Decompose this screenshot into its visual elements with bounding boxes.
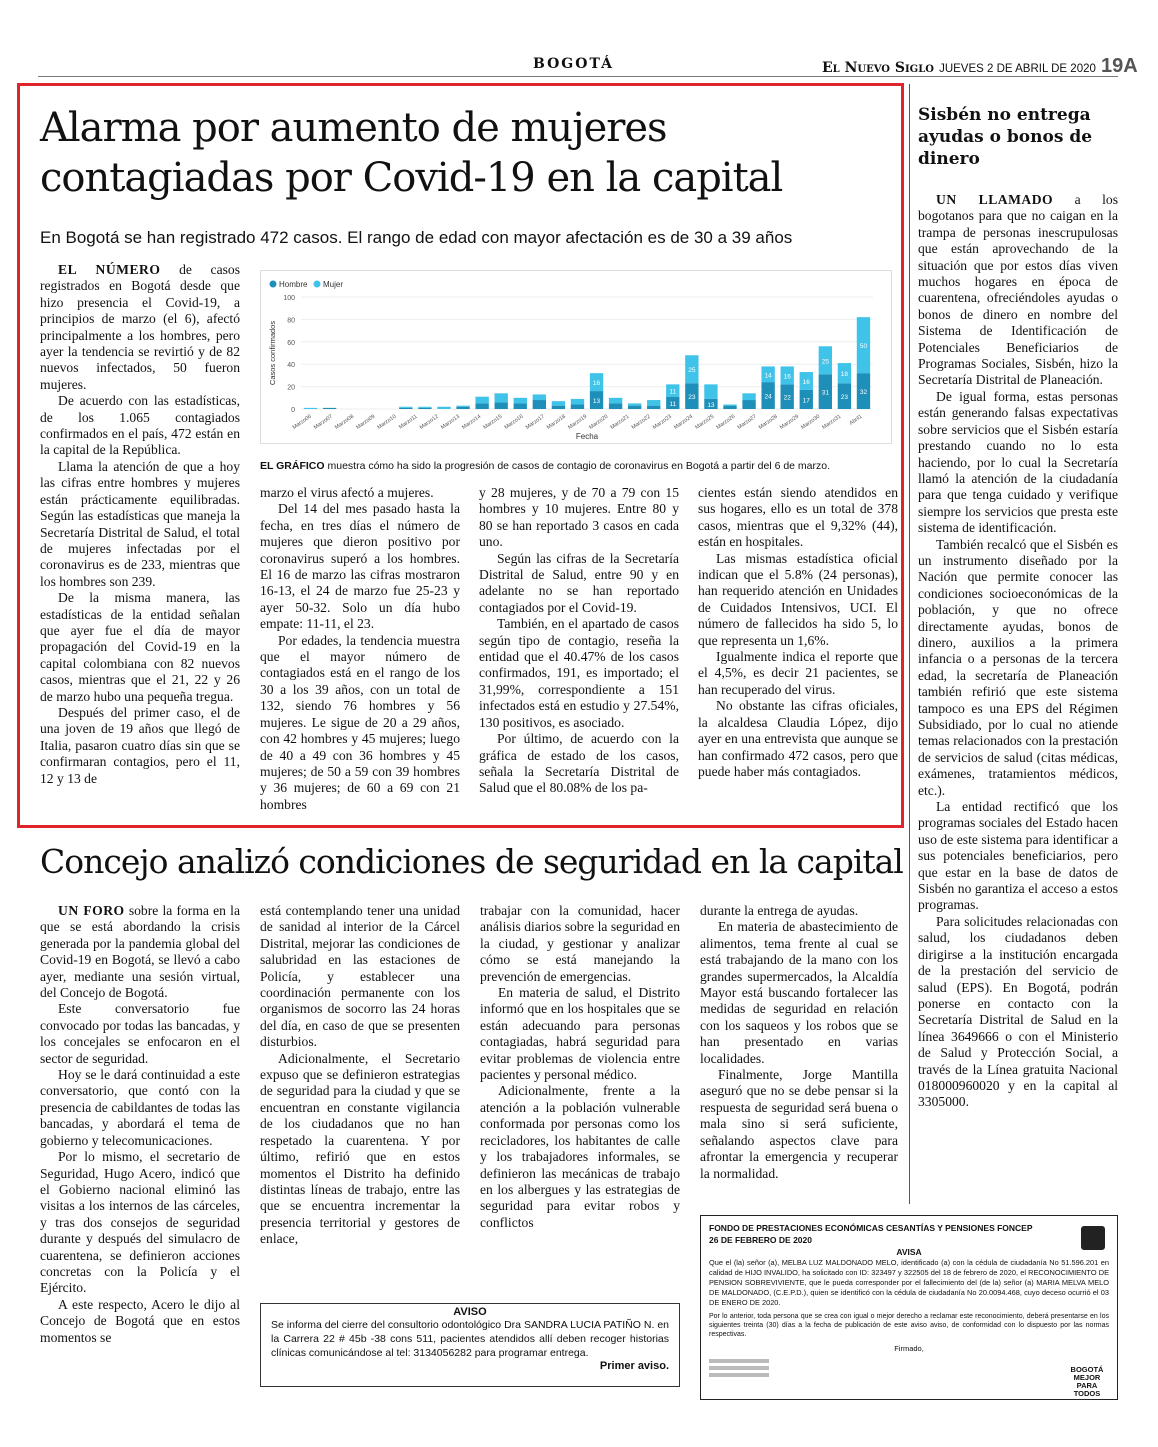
paragraph: marzo el virus afectó a mujeres. [260,485,434,500]
legend-label: Hombre [279,280,308,289]
second-col-1 [40,903,240,1346]
paragraph: Para solicitudes relacionadas con salud, los ciudadanos deben dirigirse a la institución encargada de la prestación del servicio de salud (EPS). En Bogotá, podrán ponerse en contacto con la Secretaría Distrital de Salud en la línea 3649666 o con el Ministerio de Salud y Protección Social, a través de la Línea gratuita Nacional 018000960020 y en la capital al 3305000. [918,913,1118,1110]
main-col-2 [260,485,460,813]
bar-hombre [571,405,584,409]
y-tick-label: 80 [287,317,295,325]
second-lead-word: UN FORO [58,903,125,918]
paragraph: Las mismas estadística oficial indican que el 5.8% (24 personas), han requerido atención en Unidades de Cuidados Intensivos, UCI. El número de fallecidos ha sido 5, lo que representa un 1,6%. [698,550,898,648]
caption-text: muestra cómo ha sido la progresión de casos de contagio de coronavirus en Bogotá a partir del 6 de marzo. [324,460,831,472]
bar-data-label: 25 [821,358,829,366]
bar-mujer [437,407,450,409]
masthead-block [822,55,1138,78]
chart-caption [260,460,900,472]
paragraph: cientes están siendo atendidos en sus hogares, ello es un total de 378 casos, mientras que el 9,32% (44), están en hospitales. [698,485,898,550]
paragraph: durante la entrega de ayudas. [700,903,859,918]
issue-date: JUEVES 2 DE ABRIL DE 2020 [939,63,1096,75]
second-col-3 [480,903,680,1231]
x-tick-label: Marzo06 [291,413,313,431]
bar-mujer [609,398,622,404]
sidebar-title: Sisbén no entrega ayudas o bonos de dinero [918,105,1093,169]
y-tick-label: 20 [287,384,295,392]
paragraph: sobre la forma en la que se está abordando la crisis generada por la pandemia global del Covid-19 en Bogotá, se llevó a cabo ayer, mediante una sesión virtual, del Concejo de Bogotá. [40,903,240,1001]
bar-mujer [456,406,469,407]
y-tick-label: 40 [287,362,295,370]
paragraph: a los bogotanos para que no caigan en la trampa de personas inescrupulosas que están aprovechando de la situación que por estos días viven muchos hogares en época de cuarentena, ofreciéndoles ayudas o bonos de dinero en nombre del Sistema de Identificación de Potenciales Beneficiarios de Programas Sociales, Sisbén, hizo la Secretaría Distrital de Planeación. [918,192,1118,388]
bar-data-label: 11 [669,400,677,408]
main-col-4 [698,485,898,780]
paragraph: De acuerdo con las estadísticas, de los 1.065 contagiados confirmados en el país, 472 están en la capital de la República. [40,393,240,458]
x-tick-label: Marzo08 [334,413,356,431]
bar-data-label: 50 [859,343,868,351]
cases-chart [260,270,892,444]
bar-mujer [514,398,527,404]
x-tick-label: Marzo12 [418,413,440,431]
cases-chart-svg [261,271,891,443]
bar-hombre [399,408,412,409]
bar-hombre [533,400,546,409]
masthead: El Nuevo Siglo [822,60,934,76]
main-subhead: En Bogotá se han registrado 472 casos. El rango de edad con mayor afectación es de 30 a 39 años [40,228,793,247]
paragraph: A este respecto, Acero le dijo al Concejo de Bogotá que en estos momentos se [40,1296,240,1345]
sidebar-lead-word: UN LLAMADO [936,192,1054,207]
headline-line-1: Alarma por aumento de mujeres [40,105,667,151]
bar-mujer [475,397,488,404]
x-tick-label: Marzo26 [715,413,737,431]
page-number: 19A [1100,55,1138,77]
foncep-date: 26 DE FEBRERO DE 2020 [709,1235,812,1245]
bar-data-label: 23 [840,394,849,402]
bar-mujer [399,407,412,408]
bar-mujer [304,408,317,409]
x-tick-label: Marzo31 [821,413,843,431]
paragraph: Igualmente indica el reporte que el 4,5%, es decir 21 pacientes, se han recuperado del virus. [698,649,898,697]
x-tick-label: Marzo23 [651,413,673,431]
x-tick-label: Marzo27 [736,413,758,431]
x-tick-label: Marzo07 [312,413,334,431]
bar-data-label: 13 [707,401,715,409]
y-axis-label: Casos confirmados [268,320,277,386]
y-tick-label: 100 [283,295,295,302]
paragraph: trabajar con la comunidad, hacer análisis diarios sobre la seguridad en la ciudad, y gestionar y analizar cómo se está manejando la prevención de emergencias. [480,903,680,984]
bar-mujer [723,405,736,406]
bogota-seal-icon [1081,1226,1105,1250]
aviso-foncep [700,1215,1118,1400]
bogota-mejor-logo: BOGOTÁ MEJOR PARA TODOS [1070,1365,1104,1398]
bar-hombre [552,406,565,409]
paragraph: Del 14 del mes pasado hasta la fecha, en tres días el número de mujeres que dieron positivo por coronavirus superó a los hombres. El 16 de marzo las cifras mostraron 16-13, el 24 de marzo fue 25-23 y ayer 50-32. Solo un día hubo empate: 11-11, el 23. [260,501,460,632]
x-tick-label: Marzo10 [376,413,398,431]
bar-hombre [323,408,336,409]
bar-data-label: 16 [592,380,601,388]
bar-data-label: 17 [802,397,810,405]
paragraph: De igual forma, estas personas están generando falsas expectativas sobre servicios que el Sisbén estaría prestando cuando no lo esta haciendo, por lo cual la Secretaría llamó la atención de la ciudadanía para que tenga cuidado y verifique siempre los servicios que presta este sistema de identificación. [918,388,1118,536]
x-tick-label: Marzo17 [524,413,546,431]
paragraph: Hoy se le dará continuidad a este conversatorio, que contó con la presencia de cabildantes de todas las bancadas, y abordará el tema de gobierno y telecomunicaciones. [40,1067,240,1148]
paragraph: Según las cifras de la Secretaría Distrital de Salud, entre 90 y en adelante no se han reportado contagiados por el Covid-19. [479,550,679,615]
main-col-3 [479,485,679,797]
bar-mujer [647,400,660,406]
sidebar-body [918,192,1118,1111]
aviso-body: Se informa del cierre del consultorio odontológico Dra SANDRA LUCIA PATIÑO N. en la Carrera 22 # 45b -38 cons 511, pacientes atendidos allí deben recoger historias clínicas comunicándose al tel: 3134056282 para programar entrega. [271,1319,669,1359]
bar-data-label: 11 [669,388,677,396]
main-headline [40,103,900,203]
x-tick-label: Marzo20 [588,413,610,431]
foncep-logo-block [709,1356,769,1392]
second-headline: Concejo analizó condiciones de seguridad en la capital [40,842,903,881]
bar-data-label: 24 [764,393,772,401]
bar-hombre [456,407,469,409]
y-tick-label: 60 [287,339,295,347]
bar-data-label: 13 [592,398,601,406]
bar-data-label: 14 [764,372,772,380]
paragraph: La entidad rectificó que los programas sociales del Estado hacen uso de este sistema para identificar a sus potenciales beneficiarios, pero que estar en la base de datos de Sisbén no garantiza el acceso a estos programas. [918,799,1118,913]
paragraph: No obstante las cifras oficiales, la alcaldesa Claudia López, dijo ayer en una entrevista que aunque se han confirmado 472 casos, pero que puede haber más contagiados. [698,698,898,779]
x-tick-label: Marzo19 [567,413,589,431]
foncep-body: Que el (la) señor (a), MELBA LUZ MALDONADO MELO, identificado (a) con la cédula de ciudadanía No 51.596.201 en calidad de HIJO INVALIDO, ha solicitado con ID: 323497 y 322505 del 18 de febrero de 2020, el RECONOCIMIENTO DE PENSION SOBREVIVIENTE, que le pueda corresponder por el fallecimiento del (de la) señor (a) MARIA MELVA MELO DE MALDONADO, (C.E.P.D.), quien se identificó con la cédula de ciudadanía No 20.0094.468, cuyo deceso ocurrió el 03 DE ENERO DE 2020. [709,1258,1109,1307]
aviso-footer: Primer aviso. [599,1360,669,1372]
caption-lead: EL GRÁFICO [260,460,325,472]
paragraph: Adicionalmente, frente a la atención a la población vulnerable conformada por personas como los recicladores, los habitantes de calle y los trabajadores informales, se definieron las mecánicas de trabajo en los albergues y las estrategias de seguridad para evitar robos y conflictos [480,1083,680,1230]
foncep-body-2: Por lo anterior, toda persona que se crea con igual o mejor derecho a reclamar este reconocimiento, deberá presentarse en los siguientes treinta (30) días a la fecha de publicación de este aviso aviso, de conformidad con lo dispuesto por las normas respectivas. [709,1313,1109,1338]
bar-data-label: 23 [688,394,696,402]
x-tick-label: Marzo16 [503,413,525,431]
x-axis-label: Fecha [575,432,599,441]
paragraph: Finalmente, Jorge Mantilla aseguró que no se debe pensar si la respuesta de seguridad será buena o mala sino si será suficiente, señalando aspectos clave para afrontar la emergencia y recuperar la normalidad. [700,1067,898,1181]
lead-word: EL NÚMERO [58,262,161,277]
bar-hombre [628,406,641,409]
bar-data-label: 16 [802,379,810,386]
header-rule [38,76,1118,77]
bar-data-label: 31 [821,389,829,397]
x-tick-label: Marzo09 [355,413,377,431]
bar-mujer [495,393,508,402]
paragraph: está contemplando tener una unidad de sanidad al interior de la Cárcel Distrital, mejorar las condiciones de salubridad en las estaciones de Policía, y establecer una coordinación permanente con los organismos de socorro las 24 horas del día, en caso de que se presenten disturbios. [260,903,460,1050]
x-tick-label: Marzo29 [779,413,800,431]
x-tick-label: Marzo25 [694,413,716,431]
bar-hombre [742,400,755,409]
bar-data-label: 22 [783,394,791,402]
legend-marker [314,281,321,288]
bar-hombre [418,408,431,409]
x-tick-label: Marzo15 [482,413,504,431]
headline-line-2: contagiadas por Covid-19 en la capital [40,155,783,201]
paragraph: De la misma manera, las estadísticas de la entidad señalan que ayer fue el día de mayor propagación del Covid-19 en la capital colombiana con 82 nuevos casos, mientras que el 21, 22 y 26 de marzo hubo una pequeña tregua. [40,590,240,704]
paragraph: Por lo mismo, el secretario de Seguridad, Hugo Acero, indicó que el Gobierno nacional eliminó las visitas a los internos de las cárceles, y tras dos consejos de seguridad durante y después del simulacro de cuarentena, se definieron acciones concretas con la Policía y el Ejército. [40,1149,240,1296]
sidebar-divider [909,84,910,1204]
x-tick-label: Marzo14 [461,413,483,431]
foncep-signed: Firmado, [894,1344,924,1353]
aviso-odontologico [260,1303,680,1387]
foncep-org: FONDO DE PRESTACIONES ECONÓMICAS CESANTÍAS Y PENSIONES FONCEP [709,1223,1033,1233]
bar-mujer [704,384,717,399]
second-col-4 [700,903,898,1182]
bar-hombre [514,403,527,409]
x-tick-label: Marzo18 [545,413,567,431]
bar-hombre [475,403,488,409]
legend-label: Mujer [323,280,344,289]
paragraph: y 28 mujeres, y de 70 a 79 con 15 hombres y 10 mujeres. Entre 80 y 80 se han reportado 3 casos en cada uno. [479,485,679,550]
bar-mujer [742,393,755,400]
paragraph: Por último, de acuerdo con la gráfica de estado de los casos, señala la Secretaría Distrital de Salud que el 80.08% de los pa- [479,731,679,796]
paragraph: Adicionalmente, el Secretario expuso que se definieron estrategias de seguridad para la ciudad y que se encuentran en constante vigilancia de los ciudadanos que no han respetado la cuarentena. Y por último, refirió que en estos momentos el Distrito ha definido distintas líneas de trabajo, entre las que se encuentra incrementar la presencia territorial y gestores de enlace, [260,1050,460,1247]
x-tick-label: Marzo28 [757,413,779,431]
bar-hombre [647,406,660,409]
aviso-title: AVISO [453,1306,487,1318]
bar-data-label: 25 [688,367,696,375]
paragraph: Por edades, la tendencia muestra que el mayor número de contagiados está en el rango de los 30 a los 39 años, con un total de 132, siendo 76 hombres y 56 mujeres. Le sigue de 20 a 29 años, con 42 hombres y 45 mujeres; luego de 40 a 49 con 36 hombres y 45 mujeres; de 50 a 59 con 39 hombres y 36 mujeres; de 60 a 69 con 21 hombres [260,632,460,812]
bar-mujer [533,394,546,400]
bar-mujer [552,401,565,405]
bar-hombre [495,402,508,409]
bar-data-label: 16 [783,373,791,381]
paragraph: Llama la atención de que a hoy las cifras entre hombres y mujeres están prácticamente equilibradas. Según las estadísticas que maneja la Secretaría Distrital de Salud, el total de mujeres infectadas por el coronavirus es de 233, mientras que los hombres son 239. [40,458,240,589]
paragraph: de casos registrados en Bogotá desde que hizo presencia el Covid-19, a principios de marzo (el 6), afectó principalmente a los hombres, pero ayer la tendencia se revirtió y de 82 nuevos infectados, 50 fueron mujeres. [40,262,240,392]
paragraph: También recalcó que el Sisbén es un instrumento diseñado por la Nación que permite conocer las condiciones socioeconómicas de la población, y que no ofrece directamente ayudas, bonos de dinero, auxilios a la primera infancia o a personas de la tercera edad, la secretaría de Planeación también refirió que este sistema tampoco es una EPS del Régimen Subsidiado, por lo cual no atiende temas relacionados con la prestación de servicios de salud (citas médicas, exámenes, tratamientos médicos, etc.). [918,536,1118,798]
paragraph: Este conversatorio fue convocado por todas las bancadas, y los concejales se enfocaron en el sector de seguridad. [40,1001,240,1066]
section-label: BOGOTÁ [533,56,614,72]
bar-mujer [418,407,431,408]
bar-mujer [628,403,641,405]
foncep-title: AVISA [896,1247,922,1257]
bar-data-label: 18 [840,371,849,379]
x-tick-label: Marzo21 [609,413,631,431]
x-tick-label: Marzo30 [800,413,822,431]
second-col-2 [260,903,460,1248]
paragraph: En materia de abastecimiento de alimentos, tema frente al cual se está trabajando de la mano con los grandes supermercados, la Alcaldía Mayor está buscando fortalecer las medidas de seguridad en relación con los saqueos y los robos que se han presentado en varias localidades. [700,919,898,1066]
paragraph: En materia de salud, el Distrito informó que en los hospitales que se están adecuando para personas contagiadas, habrá seguridad para evitar problemas de violencia entre pacientes y personal médico. [480,985,680,1083]
paragraph: También, en el apartado de casos según tipo de contagio, reseña la entidad que el 40.47% de los casos confirmados, 191, es importado; el 31,99%, correspondiente a 151 infectados está en estudio y 27.54%, 130 positivos, es asociado. [479,616,679,730]
x-tick-label: Marzo13 [440,413,462,431]
bar-hombre [609,403,622,409]
bar-hombre [723,406,736,409]
paragraph: Después del primer caso, el de una joven de 19 años que llegó de Italia, pasaron cuatro días sin que se confirmaran contagios, pero el 11, 12 y 13 de [40,704,240,786]
legend-marker [270,281,277,288]
x-tick-label: Marzo22 [630,413,652,431]
main-col-1 [40,262,240,787]
x-tick-label: Abril1 [848,413,864,427]
x-tick-label: Marzo24 [673,413,695,431]
bar-data-label: 32 [859,389,868,397]
bar-mujer [571,399,584,405]
y-tick-label: 0 [291,407,295,414]
x-tick-label: Marzo11 [398,413,419,431]
